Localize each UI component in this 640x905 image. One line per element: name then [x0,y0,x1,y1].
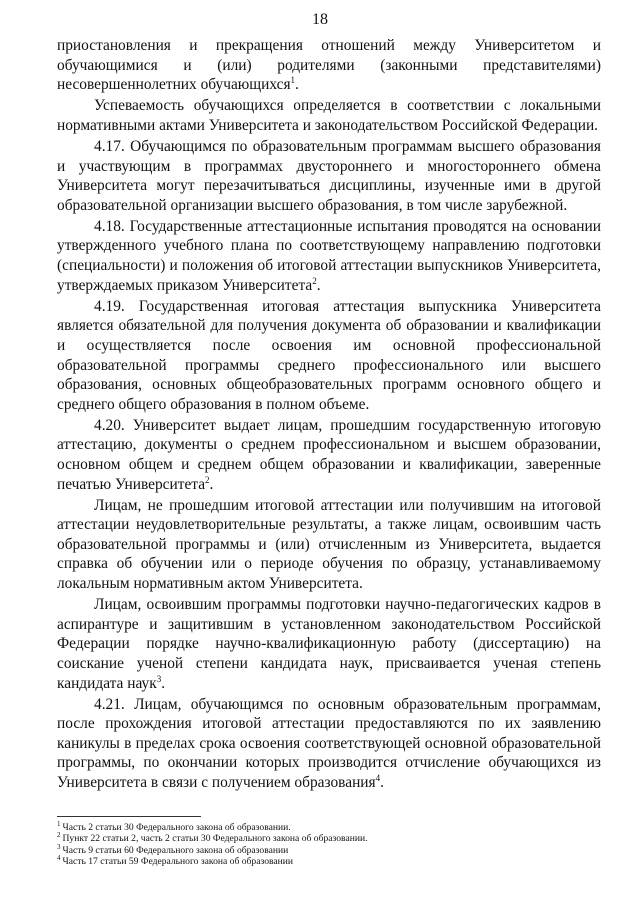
footnote-ref[interactable]: 1 [290,75,296,86]
paragraph-text: 4.17. Обучающимся по образовательным программам высшего образования и участвующим в программах двустороннего и многостороннего обмена Университета могут перезачитываться дисциплины, изученные ими в другой образовательной организации высшего образования, в том числе зарубежной. [57,137,601,214]
paragraph-text: 4.18. Государственные аттестационные испытания проводятся на основании утвержденного учебного плана по соответствующему направлению подготовки (специальности) и положения об итоговой аттестации выпускников Университета, утверждаемых приказом Университета [57,217,601,294]
footnote-mark: 4 [57,854,61,863]
paragraph-4-17 [57,137,601,215]
paragraph-text: Лицам, не прошедшим итоговой аттестации или получившим на итоговой аттестации неудовлетворительные результаты, а также лицам, освоившим часть образовательной программы и (или) отчисленным из Университета, выдается справка об обучении или о периоде обучения по образцу, устанавливаемому локальным нормативным актом Университета. [57,496,601,593]
paragraph [57,496,601,594]
footnote-text: Пункт 22 статьи 2, часть 2 статьи 30 Федерального закона об образовании. [62,833,368,845]
paragraph-tail: . [316,276,321,294]
paragraph-tail: . [161,674,166,692]
paragraph-text: 4.20. Университет выдает лицам, прошедшим государственную итоговую аттестацию, документы о среднем профессиональном и высшем образовании, основном общем и среднем общем образовании и квалификации, заверенные печатью Университета [57,416,601,493]
footnote [57,822,368,833]
footnote-mark: 1 [57,820,61,828]
footnote-mark: 3 [57,842,61,851]
footnote [57,842,368,856]
footnote-text: Часть 2 статьи 30 Федерального закона об образовании. [62,822,291,833]
footnotes [57,822,368,868]
paragraph-tail: . [209,475,214,493]
paragraph-tail: . [295,76,299,94]
paragraph [57,595,601,693]
paragraph-tail: . [380,773,384,791]
paragraph-text: приостановления и прекращения отношений между Университетом и обучающимися и (или) родителями (законными представителями) несовершеннолетних обучающихся [57,37,601,94]
paragraph-text: Успеваемость обучающихся определяется в соответствии с локальными нормативными актами Университета и законодательством Российской Федерации. [57,97,601,134]
paragraph [57,96,601,135]
footnote-text: Часть 17 статьи 59 Федерального закона об образовании [62,856,294,868]
footnote-ref[interactable]: 2 [312,275,317,286]
paragraph-4-18 [57,217,601,295]
footnote-mark: 2 [57,831,61,840]
paragraph-text: Лицам, освоившим программы подготовки научно-педагогических кадров в аспирантуре и защитившим в установленном законодательством Российской Федерации порядке научно-квалификационную работу (диссертацию) на соискание ученой степени кандидата наук, присваивается ученая степень кандидата наук [57,596,601,692]
paragraph [57,36,601,95]
paragraph-4-21 [57,695,601,793]
paragraph-4-20 [57,416,601,494]
footnote [57,856,368,867]
footnote-ref[interactable]: 2 [205,474,210,485]
footnote [57,833,368,844]
footnote-ref[interactable]: 3 [156,673,162,684]
paragraph-4-19 [57,297,601,415]
page-number: 18 [312,11,328,28]
footnote-ref[interactable]: 4 [375,772,381,783]
paragraph-text: 4.19. Государственная итоговая аттестация выпускника Университета является обязательной для получения документа об образовании и квалификации и осуществляется после освоения им основной профессиональной образовательной программы среднего профессионального или высшего образования, основных общеобразовательных программ основного общего и среднего общего образования в полном объеме. [57,297,601,413]
footnote-text: Часть 9 статьи 60 Федерального закона об образовании [62,844,289,856]
paragraph-text: 4.21. Лицам, обучающимся по основным образовательным программам, после прохождения итоговой аттестации предоставляются по их заявлению каникулы в пределах срока освоения соответствующей основной образовательной программы, по окончании которых производится отчисление обучающихся из Университета в связи с получением образования [57,695,601,791]
body-text [57,36,601,794]
footnote-separator [57,816,201,817]
